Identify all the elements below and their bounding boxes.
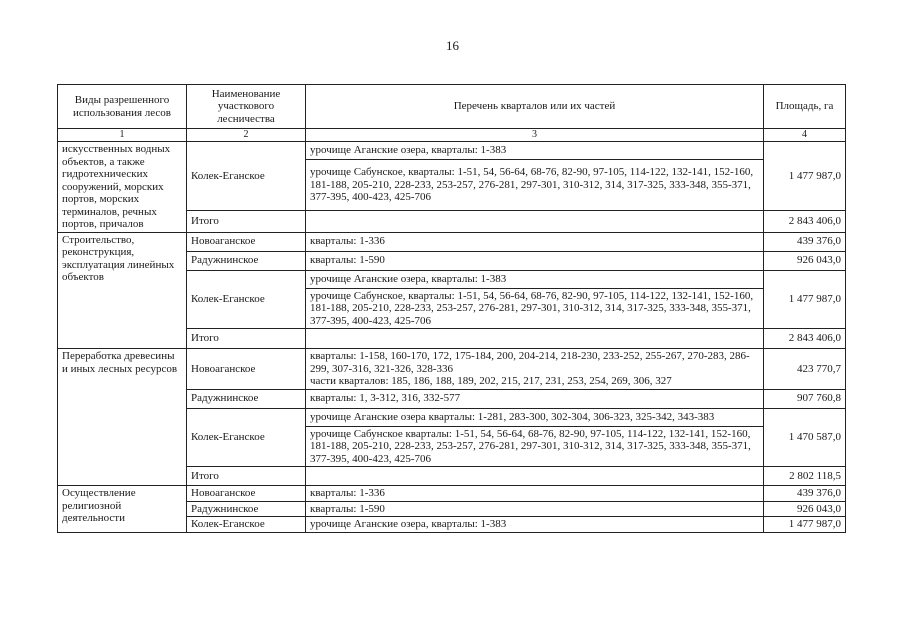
empty-cell [306, 467, 764, 486]
area-cell: 423 770,7 [764, 349, 846, 390]
quarters-cell: кварталы: 1, 3-312, 316, 332-577 [306, 389, 764, 408]
table-row [58, 232, 846, 251]
empty-cell [306, 329, 764, 349]
column-number: 4 [764, 129, 846, 142]
total-label: Итого [187, 329, 306, 349]
forestry-cell: Радужнинское [187, 501, 306, 517]
quarters-cell: урочище Сабунское кварталы: 1-51, 54, 56-64, 68-76, 82-90, 97-105, 114-122, 132-141, 152-160, 181-188, 205-210, 228-233, 253-257, 276-281, 297-301, 310-312, 314, 317-325, 333-348, 355-371, 377-395, 400-423, 425-706 [306, 426, 764, 467]
use-type-cell: Строительство, реконструкция, эксплуатация линейных объектов [58, 232, 187, 349]
quarters-cell: кварталы: 1-336 [306, 486, 764, 502]
table-row [58, 142, 846, 160]
header-area: Площадь, га [764, 85, 846, 129]
forestry-cell: Колек-Еганское [187, 517, 306, 533]
column-number: 1 [58, 129, 187, 142]
empty-cell [306, 210, 764, 232]
quarters-cell: кварталы: 1-590 [306, 251, 764, 270]
area-cell: 439 376,0 [764, 232, 846, 251]
quarters-cell: урочище Аганские озера, кварталы: 1-383 [306, 142, 764, 160]
forestry-cell: Колек-Еганское [187, 142, 306, 211]
forestry-cell: Радужнинское [187, 389, 306, 408]
area-cell: 1 477 987,0 [764, 270, 846, 329]
use-type-cell: искусственных водных объектов, а также гидротехнических сооружений, морских портов, морских терминалов, речных портов, причалов [58, 142, 187, 233]
forest-use-table [57, 84, 846, 533]
use-type-cell: Переработка древесины и иных лесных ресурсов [58, 349, 187, 486]
forestry-cell: Новоаганское [187, 232, 306, 251]
total-value: 2 843 406,0 [764, 329, 846, 349]
column-number: 3 [306, 129, 764, 142]
quarters-cell: урочище Аганские озера, кварталы: 1-383 [306, 517, 764, 533]
total-label: Итого [187, 210, 306, 232]
use-type-cell: Осуществление религиозной деятельности [58, 486, 187, 533]
quarters-cell: урочище Аганские озера кварталы: 1-281, 283-300, 302-304, 306-323, 325-342, 343-383 [306, 408, 764, 426]
forestry-cell: Колек-Еганское [187, 408, 306, 467]
forestry-cell: Новоаганское [187, 486, 306, 502]
quarters-text: кварталы: 1-158, 160-170, 172, 175-184, 200, 204-214, 218-230, 233-252, 255-267, 270-283, 286-299, 307-316, 321-326, 328-336 [310, 350, 750, 375]
area-cell: 907 760,8 [764, 389, 846, 408]
column-number: 2 [187, 129, 306, 142]
quarter-parts-text: части кварталов: 185, 186, 188, 189, 202, 215, 217, 231, 253, 254, 269, 306, 327 [310, 375, 672, 387]
quarters-cell: урочище Сабунское, кварталы: 1-51, 54, 56-64, 68-76, 82-90, 97-105, 114-122, 132-141, 152-160, 181-188, 205-210, 228-233, 253-257, 276-281, 297-301, 310-312, 314, 317-325, 333-348, 355-371, 377-395, 400-423, 425-706 [306, 288, 764, 329]
area-cell: 926 043,0 [764, 501, 846, 517]
forestry-cell: Колек-Еганское [187, 270, 306, 329]
table-header-row [58, 85, 846, 129]
table-row [58, 349, 846, 390]
quarters-cell: кварталы: 1-336 [306, 232, 764, 251]
total-value: 2 843 406,0 [764, 210, 846, 232]
header-quarters: Перечень кварталов или их частей [306, 85, 764, 129]
area-cell: 1 470 587,0 [764, 408, 846, 467]
forestry-cell: Радужнинское [187, 251, 306, 270]
forestry-cell: Новоаганское [187, 349, 306, 390]
quarters-cell: урочище Сабунское, кварталы: 1-51, 54, 56-64, 68-76, 82-90, 97-105, 114-122, 132-141, 152-160, 181-188, 205-210, 228-233, 253-257, 276-281, 297-301, 310-312, 314, 317-325, 333-348, 355-371, 377-395, 400-423, 425-706 [306, 160, 764, 211]
area-cell: 1 477 987,0 [764, 517, 846, 533]
total-value: 2 802 118,5 [764, 467, 846, 486]
column-number-row [58, 129, 846, 142]
header-use-type: Виды разрешенного использования лесов [58, 85, 187, 129]
header-forestry: Наименование участкового лесничества [187, 85, 306, 129]
quarters-cell: кварталы: 1-590 [306, 501, 764, 517]
quarters-cell [306, 349, 764, 390]
area-cell: 439 376,0 [764, 486, 846, 502]
area-cell: 1 477 987,0 [764, 142, 846, 211]
area-cell: 926 043,0 [764, 251, 846, 270]
total-label: Итого [187, 467, 306, 486]
table-row [58, 486, 846, 502]
quarters-cell: урочище Аганские озера, кварталы: 1-383 [306, 270, 764, 288]
page-number: 16 [446, 38, 459, 53]
